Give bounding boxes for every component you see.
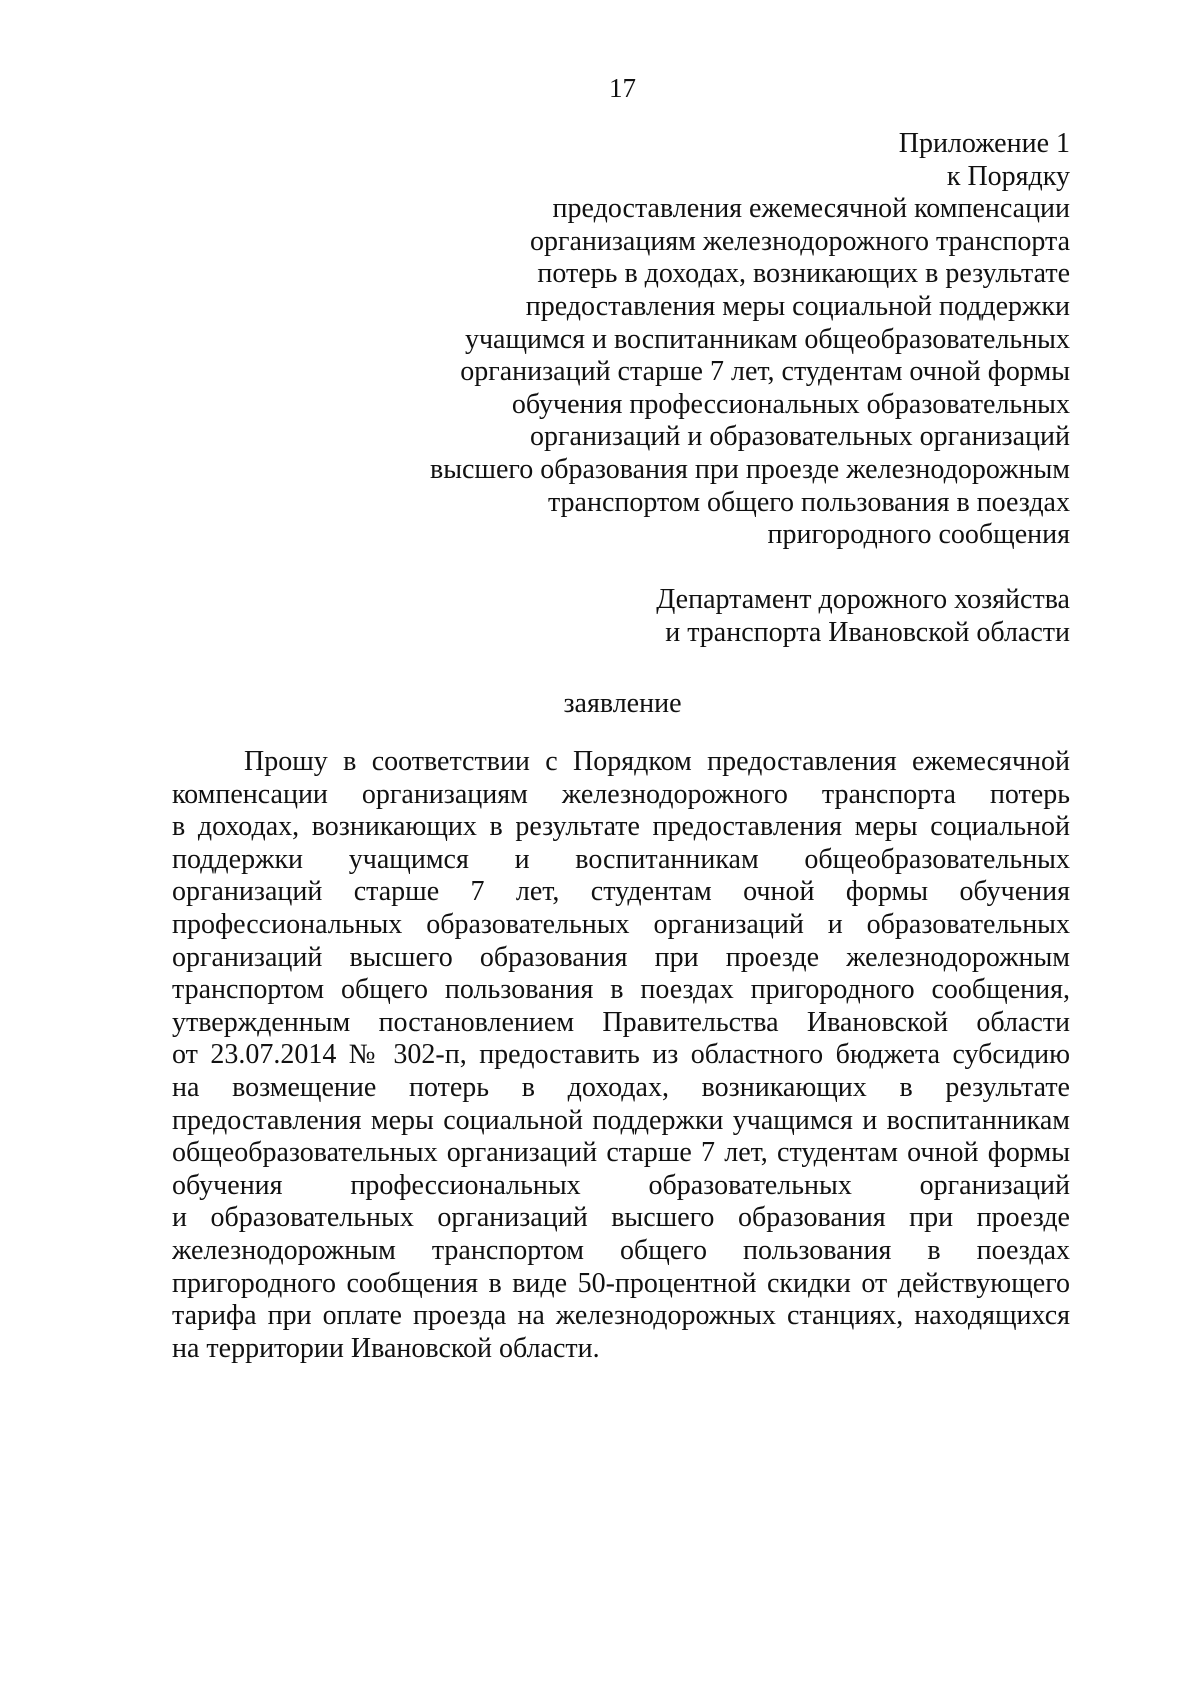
body-line: в доходах, возникающих в результате предоставления меры социальной	[172, 811, 1070, 843]
body-line: железнодорожным транспортом общего пользования в поездах	[172, 1234, 1070, 1266]
addressee-line: и транспорта Ивановской области	[665, 616, 1070, 648]
document-title: заявление	[563, 688, 682, 719]
body-line: пригородного сообщения в виде 50-процентной скидки от действующего	[172, 1267, 1070, 1299]
body-line: обучения профессиональных образовательных организаций	[172, 1169, 1070, 1201]
body-line: организаций старше 7 лет, студентам очной формы обучения	[172, 876, 1070, 908]
appendix-heading-line: учащимся и воспитанникам общеобразовательных	[464, 323, 1070, 355]
body-line: организаций высшего образования при проезде железнодорожным	[172, 941, 1070, 973]
body-line: тарифа при оплате проезда на железнодорожных станциях, находящихся	[172, 1300, 1070, 1332]
appendix-heading-line: Приложение 1	[898, 128, 1070, 159]
appendix-heading-line: к Порядку	[946, 160, 1070, 192]
body-line: на территории Ивановской области.	[172, 1332, 600, 1364]
addressee-block	[470, 584, 1070, 649]
addressee-line: Департамент дорожного хозяйства	[656, 584, 1070, 615]
page-number: 17	[609, 73, 636, 103]
body-line: предоставления меры социальной поддержки учащимся и воспитанникам	[172, 1104, 1070, 1136]
body-line: профессиональных образовательных организаций и образовательных	[172, 908, 1070, 940]
appendix-heading-line: высшего образования при проезде железнодорожным	[429, 453, 1070, 485]
appendix-heading-line: организаций старше 7 лет, студентам очной формы	[460, 356, 1070, 388]
body-line: общеобразовательных организаций старше 7 лет, студентам очной формы	[172, 1137, 1070, 1169]
appendix-heading-line: транспортом общего пользования в поездах	[547, 486, 1070, 518]
body-line: от 23.07.2014 № 302-п, предоставить из областного бюджета субсидию	[172, 1039, 1070, 1071]
appendix-heading-line: предоставления меры социальной поддержки	[525, 290, 1070, 322]
appendix-heading-line: пригородного сообщения	[767, 519, 1070, 551]
body-line: поддержки учащимся и воспитанникам общеобразовательных	[172, 843, 1070, 875]
appendix-heading-line: организациям железнодорожного транспорта	[529, 225, 1070, 257]
body-line: на возмещение потерь в доходах, возникающих в результате	[172, 1071, 1070, 1103]
appendix-heading-line: организаций и образовательных организаций	[530, 421, 1070, 453]
appendix-heading	[350, 128, 1070, 552]
body-line: транспортом общего пользования в поездах пригородного сообщения,	[172, 974, 1070, 1006]
body-paragraph	[172, 746, 1070, 1365]
body-line: компенсации организациям железнодорожного транспорта потерь	[172, 778, 1070, 810]
body-line: Прошу в соответствии с Порядком предоставления ежемесячной	[244, 746, 1070, 777]
appendix-heading-line: потерь в доходах, возникающих в результате	[537, 258, 1070, 290]
body-line: утвержденным постановлением Правительства Ивановской области	[172, 1006, 1070, 1038]
appendix-heading-line: предоставления ежемесячной компенсации	[552, 193, 1070, 225]
body-line: и образовательных организаций высшего образования при проезде	[172, 1202, 1070, 1234]
appendix-heading-line: обучения профессиональных образовательных	[511, 388, 1070, 420]
